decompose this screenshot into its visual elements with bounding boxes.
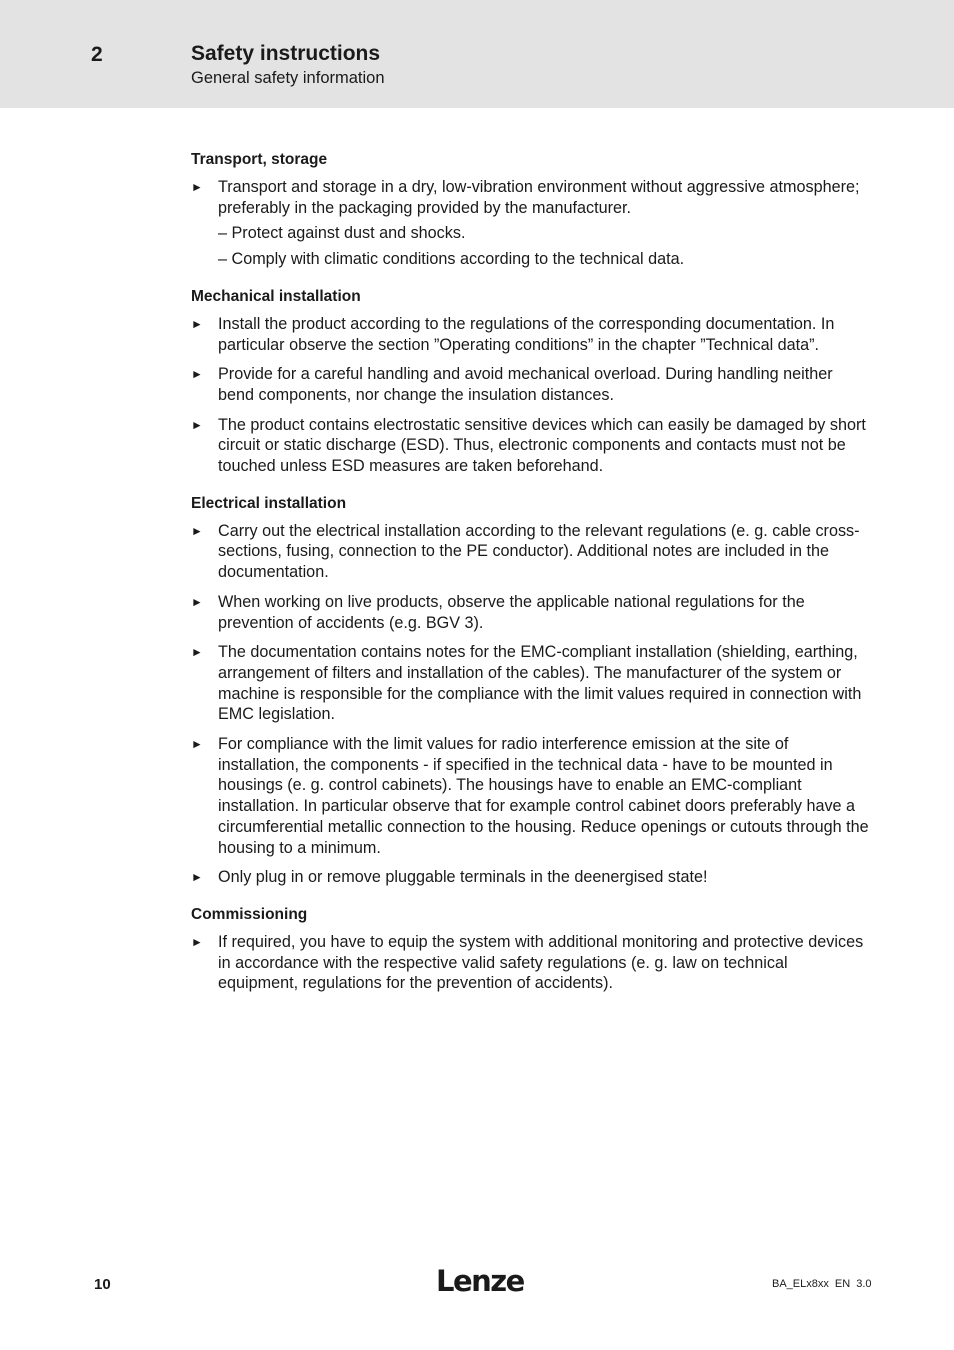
section-heading: Mechanical installation — [191, 287, 361, 305]
chapter-subtitle: General safety information — [191, 69, 385, 87]
chapter-title: Safety instructions — [191, 42, 381, 65]
section-electrical-installation — [191, 494, 871, 888]
bullet-item — [191, 592, 871, 633]
section-commissioning — [191, 905, 871, 994]
bullet-text: Provide for a careful handling and avoid mechanical overload. During handling neither bend components, nor change the insulation distances. — [218, 365, 833, 404]
bullet-text: If required, you have to equip the system with additional monitoring and protective devices in accordance with the respective valid safety regulations (e. g. law on technical equipment, regulations for the prevention of accidents). — [218, 932, 864, 993]
section-heading: Commissioning — [191, 905, 308, 923]
bullet-arrow-icon: ► — [191, 367, 203, 382]
chapter-number: 2 — [91, 43, 103, 66]
bullet-item — [191, 932, 871, 994]
bullet-text: The documentation contains notes for the EMC-compliant installation (shielding, earthing, arrangement of filters and installation of the cables). The manufacturer of the system or machine is responsible for the compliance with the limit values required in connection with EMC legislation. — [218, 643, 862, 724]
sub-item: – Protect against dust and shocks. — [218, 224, 466, 243]
bullet-arrow-icon: ► — [191, 316, 203, 331]
bullet-item — [191, 642, 871, 725]
sub-item: – Comply with climatic conditions according to the technical data. — [218, 250, 685, 269]
bullet-text: When working on live products, observe the applicable national regulations for the prevention of accidents (e.g. BGV 3). — [218, 592, 805, 632]
page-number: 10 — [94, 1276, 111, 1293]
bullet-text: The product contains electrostatic sensitive devices which can easily be damaged by short circuit or static discharge (ESD). Thus, electronic components and contacts must not be touched unless ESD measures are taken beforehand. — [218, 415, 866, 476]
bullet-arrow-icon: ► — [191, 417, 203, 432]
bullet-item — [191, 734, 871, 858]
bullet-arrow-icon: ► — [191, 645, 203, 660]
document-id: BA_ELx8xx EN 3.0 — [772, 1278, 872, 1290]
bullet-text: Install the product according to the regulations of the corresponding documentation. In particular observe the section ”Operating conditions” in the chapter ”Technical data”. — [218, 314, 835, 354]
bullet-item — [191, 314, 871, 355]
bullet-arrow-icon: ► — [191, 523, 203, 538]
lenze-logo: Lenze — [436, 1264, 524, 1298]
section-heading: Transport, storage — [191, 151, 328, 168]
bullet-item — [191, 867, 871, 888]
section-transport-storage — [191, 150, 871, 270]
section-heading: Electrical installation — [191, 494, 347, 512]
bullet-arrow-icon: ► — [191, 594, 203, 609]
bullet-arrow-icon: ► — [191, 934, 203, 949]
bullet-item — [191, 415, 871, 477]
bullet-arrow-icon: ► — [191, 737, 203, 752]
page-content — [191, 150, 871, 1011]
bullet-text: Only plug in or remove pluggable terminals in the deenergised state! — [218, 868, 708, 887]
bullet-text: Transport and storage in a dry, low-vibration environment without aggressive atmosphere; preferably in the packaging provided by the manufacturer. — [218, 178, 860, 217]
bullet-arrow-icon: ► — [191, 870, 203, 885]
header-band — [0, 0, 954, 108]
bullet-item — [191, 177, 871, 218]
bullet-text: Carry out the electrical installation according to the relevant regulations (e. g. cable cross-sections, fusing, connection to the PE conductor). Additional notes are included in the documentation. — [218, 521, 860, 582]
bullet-text: For compliance with the limit values for radio interference emission at the site of installation, the components - if specified in the technical data - have to be mounted in housings (e. g. control cabinets). The housings have to enable an EMC-compliant installation. In particular observe that for example control cabinet doors preferably have a circumferential metallic connection to the housing. Reduce openings or cutouts through the housing to a minimum. — [218, 735, 869, 857]
bullet-item — [191, 364, 871, 405]
bullet-item — [191, 521, 871, 583]
section-mechanical-installation — [191, 287, 871, 477]
bullet-arrow-icon: ► — [191, 180, 203, 194]
